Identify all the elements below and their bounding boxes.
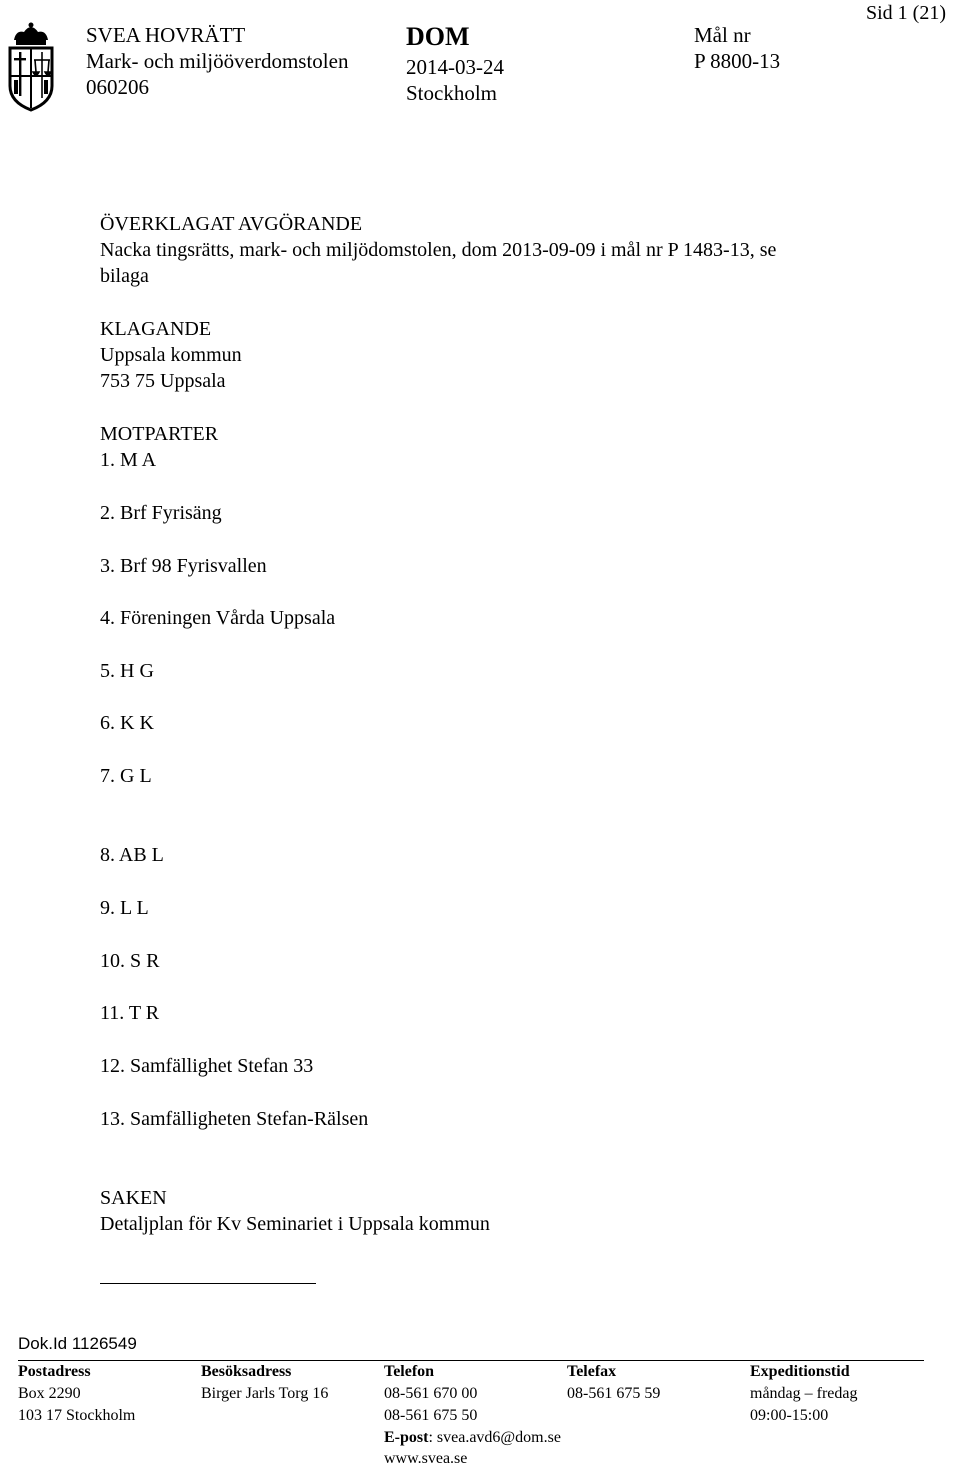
case-number: P 8800-13 xyxy=(694,49,781,73)
appealed-decision-line2: bilaga xyxy=(100,265,149,287)
footer-postal-line1: Box 2290 xyxy=(18,1385,81,1402)
respondent-item: 11. T R xyxy=(100,1002,160,1024)
case-number-label: Mål nr xyxy=(694,23,751,47)
respondents-heading: MOTPARTER xyxy=(100,423,219,445)
respondent-item: 4. Föreningen Vårda Uppsala xyxy=(100,607,336,629)
footer-postal-line2: 103 17 Stockholm xyxy=(18,1407,136,1424)
document-date: 2014-03-24 xyxy=(406,55,504,79)
respondent-item: 6. K K xyxy=(100,712,154,734)
footer-postal-label: Postadress xyxy=(18,1363,91,1380)
coat-of-arms-logo xyxy=(2,20,60,112)
footer-hours-time: 09:00-15:00 xyxy=(750,1407,829,1424)
court-name: SVEA HOVRÄTT xyxy=(86,23,246,47)
respondent-item: 12. Samfällighet Stefan 33 xyxy=(100,1055,314,1077)
respondent-item: 13. Samfälligheten Stefan-Rälsen xyxy=(100,1108,369,1130)
footer-phone-line1: 08-561 670 00 xyxy=(384,1385,478,1402)
court-division: Mark- och miljööverdomstolen xyxy=(86,49,349,73)
respondent-item: 2. Brf Fyrisäng xyxy=(100,502,222,524)
document-type: DOM xyxy=(406,22,470,51)
footer-phone-label: Telefon xyxy=(384,1363,435,1380)
footer-hours-label: Expeditionstid xyxy=(750,1363,850,1380)
page-number: Sid 1 (21) xyxy=(866,2,946,24)
footer-fax-label: Telefax xyxy=(567,1363,617,1380)
footer-visit-label: Besöksadress xyxy=(201,1363,292,1380)
respondent-item: 1. M A xyxy=(100,449,157,471)
respondent-item: 7. G L xyxy=(100,765,152,787)
footer-visit-line1: Birger Jarls Torg 16 xyxy=(201,1385,329,1402)
appealed-decision-heading: ÖVERKLAGAT AVGÖRANDE xyxy=(100,213,363,235)
unit-code: 060206 xyxy=(86,75,149,99)
separator-line xyxy=(100,1283,316,1284)
footer-hours-days: måndag – fredag xyxy=(750,1385,858,1402)
footer-email-address[interactable]: : svea.avd6@dom.se xyxy=(428,1429,561,1446)
respondent-item: 5. H G xyxy=(100,660,154,682)
appellant-heading: KLAGANDE xyxy=(100,318,212,340)
footer-phone-line2: 08-561 675 50 xyxy=(384,1407,478,1424)
footer-email-label: E-post xyxy=(384,1429,429,1446)
respondent-item: 3. Brf 98 Fyrisvallen xyxy=(100,555,267,577)
matter-heading: SAKEN xyxy=(100,1187,167,1209)
appealed-decision-line1: Nacka tingsrätts, mark- och miljödomstolen, dom 2013-09-09 i mål nr P 1483-13, se xyxy=(100,239,777,261)
appellant-address: 753 75 Uppsala xyxy=(100,370,226,392)
respondent-item: 8. AB L xyxy=(100,844,164,866)
footer-email xyxy=(384,1427,561,1449)
document-city: Stockholm xyxy=(406,81,498,105)
appellant-name: Uppsala kommun xyxy=(100,344,242,366)
document-id: Dok.Id 1126549 xyxy=(18,1334,137,1353)
footer-fax-line1: 08-561 675 59 xyxy=(567,1385,661,1402)
respondent-item: 10. S R xyxy=(100,950,160,972)
matter-text: Detaljplan för Kv Seminariet i Uppsala kommun xyxy=(100,1213,490,1235)
respondent-item: 9. L L xyxy=(100,897,149,919)
footer-website[interactable]: www.svea.se xyxy=(384,1450,468,1467)
